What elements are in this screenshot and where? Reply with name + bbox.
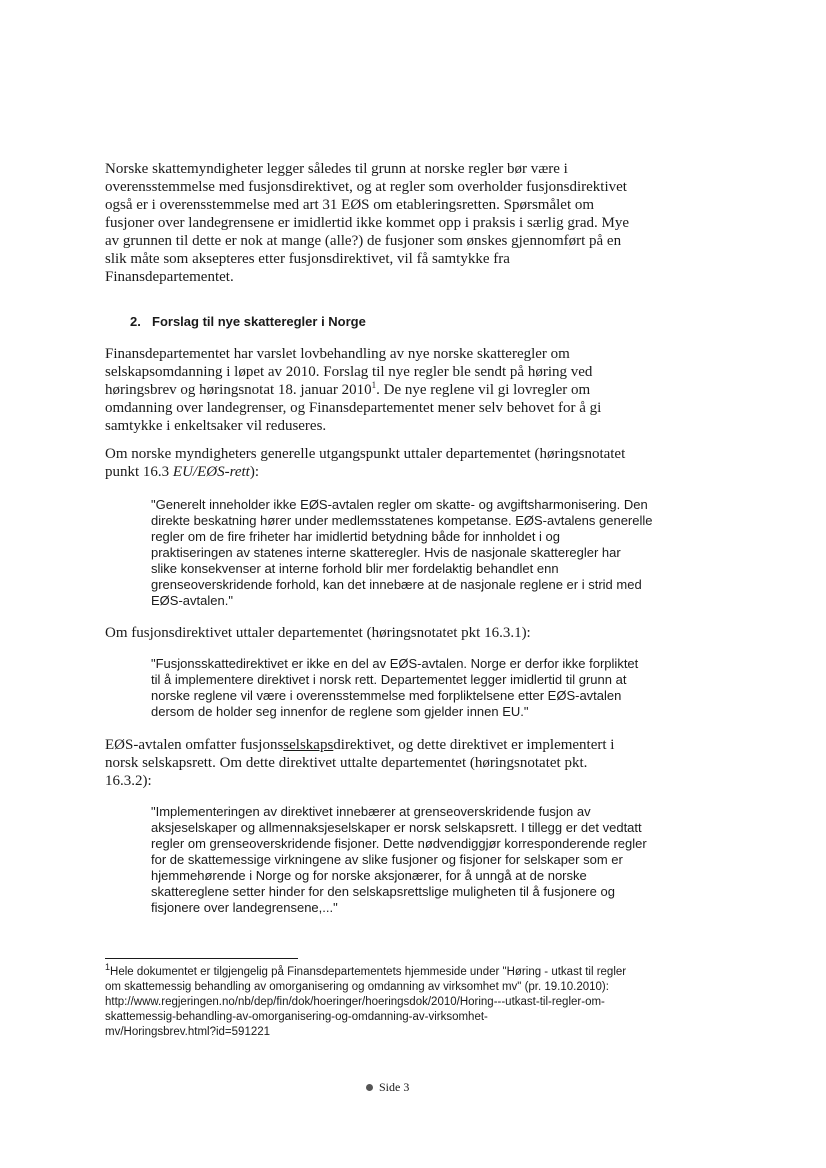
quote-line: EØS-avtalen." (151, 593, 233, 608)
footnote-marker: 1 (105, 962, 111, 973)
quote-line: for de skattemessige virkningene av slike fusjoner og fisjoner for selskaper som er (151, 852, 623, 867)
footnote-line (105, 962, 745, 980)
bullet-dot-icon (366, 1084, 373, 1091)
paragraph-line: Finansdepartementet har varslet lovbehandling av nye norske skatteregler om (105, 346, 570, 362)
quote-line: praktiseringen av statenes interne skatteregler. Hvis de nasjonale skatteregler har (151, 545, 621, 560)
paragraph-line: overensstemmelse med fusjonsdirektivet, og at regler som overholder fusjonsdirektivet (105, 179, 627, 195)
quote-line: slike konsekvenser at interne forhold blir mer fordelaktig behandlet enn (151, 561, 559, 576)
quote-line: "Fusjonsskattedirektivet er ikke en del av EØS-avtalen. Norge er derfor ikke forpliktet (151, 656, 639, 671)
quote-line: regler om grenseoverskridende fisjoner. Dette nødvendiggjør korresponderende regler (151, 836, 647, 851)
quote-line: til å implementere direktivet i norsk rett. Departementet legger imidlertid til grunn at (151, 672, 627, 687)
quote-line: hjemmehørende i Norge og for norske aksjonærer, for å unngå at de norske (151, 868, 587, 883)
section-title: Forslag til nye skatteregler i Norge (152, 314, 366, 329)
quote-line: fisjonere over landegrensene,..." (151, 900, 338, 915)
section-number: 2. (130, 314, 141, 329)
block-quote-1 (151, 497, 721, 609)
quote-line: direkte beskatning hører under medlemsstatenes kompetanse. EØS-avtalens generelle (151, 513, 653, 528)
underlined-word: selskaps (283, 737, 334, 753)
paragraph-line: norsk selskapsrett. Om dette direktivet uttalte departementet (høringsnotatet pkt. (105, 755, 588, 771)
paragraph-line: fusjoner over landegrensene er imidlertid ikke kommet opp i praksis i særlig grad. Mye (105, 215, 630, 231)
paragraph-2 (105, 345, 725, 435)
paragraph-line (105, 381, 725, 399)
text-run: høringsbrev og høringsnotat 18. januar 2010 (105, 382, 372, 398)
paragraph-5 (105, 736, 725, 790)
footnote (105, 962, 745, 1040)
paragraph-line (105, 736, 725, 754)
italic-reference: EU/EØS-rett (172, 464, 250, 480)
paragraph-line: Om fusjonsdirektivet uttaler departementet (høringsnotatet pkt 16.3.1): (105, 625, 531, 641)
quote-line: skattereglene setter hinder for den selskapsrettslige muligheten til å fusjonere og (151, 884, 615, 899)
footnote-separator (105, 958, 298, 959)
paragraph-line: også er i overensstemmelse med art 31 EØS om etableringsretten. Spørsmålet om (105, 197, 595, 213)
quote-line: "Generelt inneholder ikke EØS-avtalen regler om skatte- og avgiftsharmonisering. Den (151, 497, 648, 512)
page-number: Side 3 (379, 1080, 410, 1094)
footnote-link-line[interactable]: mv/Horingsbrev.html?id=591221 (105, 1026, 271, 1038)
quote-line: aksjeselskaper og allmennaksjeselskaper er norsk selskapsrett. I tillegg er det vedtatt (151, 820, 642, 835)
paragraph-line: av grunnen til dette er nok at mange (alle?) de fusjoner som ønskes gjennomført på en (105, 233, 622, 249)
paragraph-line: Finansdepartementet. (105, 269, 234, 285)
paragraph-line: Norske skattemyndigheter legger således til grunn at norske regler bør være i (105, 161, 568, 177)
block-quote-2 (151, 656, 721, 720)
footnote-line: om skattemessig behandling av omorganisering og omdanning av virksomhet mv" (pr. 19.10.2010): (105, 981, 609, 993)
footnote-link-line[interactable]: skattemessig-behandling-av-omorganisering-og-omdanning-av-virksomhet- (105, 1011, 488, 1023)
paragraph-line: slik måte som aksepteres etter fusjonsdirektivet, vil få samtykke fra (105, 251, 510, 267)
paragraph-4 (105, 624, 725, 642)
text-run: direktivet, og dette direktivet er implementert i (333, 737, 615, 753)
page-footer (366, 1080, 409, 1095)
text-run: Hele dokumentet er tilgjengelig på Finansdepartementets hjemmeside under "Høring - utkast til regler (110, 966, 627, 978)
paragraph-line: Om norske myndigheters generelle utgangspunkt uttaler departementet (høringsnotatet (105, 446, 626, 462)
paragraph-3 (105, 445, 725, 481)
paragraph-line: 16.3.2): (105, 773, 152, 789)
paragraph-line: selskapsomdanning i løpet av 2010. Forslag til nye regler ble sendt på høring ved (105, 364, 593, 380)
text-run: . De nye reglene vil gi lovregler om (376, 382, 591, 398)
paragraph-line: samtykke i enkeltsaker vil reduseres. (105, 418, 327, 434)
quote-line: "Implementeringen av direktivet innebærer at grenseoverskridende fusjon av (151, 804, 591, 819)
text-run: ): (249, 464, 260, 480)
paragraph-1 (105, 160, 725, 286)
footnote-reference[interactable]: 1 (371, 380, 377, 390)
quote-line: dersom de holder seg innenfor de reglene som gjelder innen EU." (151, 704, 529, 719)
paragraph-line (105, 463, 725, 481)
footnote-link-line[interactable]: http://www.regjeringen.no/nb/dep/fin/dok/hoeringer/hoeringsdok/2010/Horing---utkast-til-regler-om- (105, 996, 605, 1008)
quote-line: norske reglene vil være i overensstemmelse med forpliktelsene etter EØS-avtalen (151, 688, 622, 703)
block-quote-3 (151, 804, 721, 916)
quote-line: grenseoverskridende forhold, kan det innebære at de nasjonale reglene er i strid med (151, 577, 642, 592)
text-run: punkt 16.3 (105, 464, 173, 480)
section-heading (130, 314, 366, 329)
text-run: EØS-avtalen omfatter fusjons (105, 737, 284, 753)
paragraph-line: omdanning over landegrenser, og Finansdepartementet mener selv behovet for å gi (105, 400, 602, 416)
quote-line: regler om de fire friheter har imidlertid betydning både for innholdet i og (151, 529, 561, 544)
